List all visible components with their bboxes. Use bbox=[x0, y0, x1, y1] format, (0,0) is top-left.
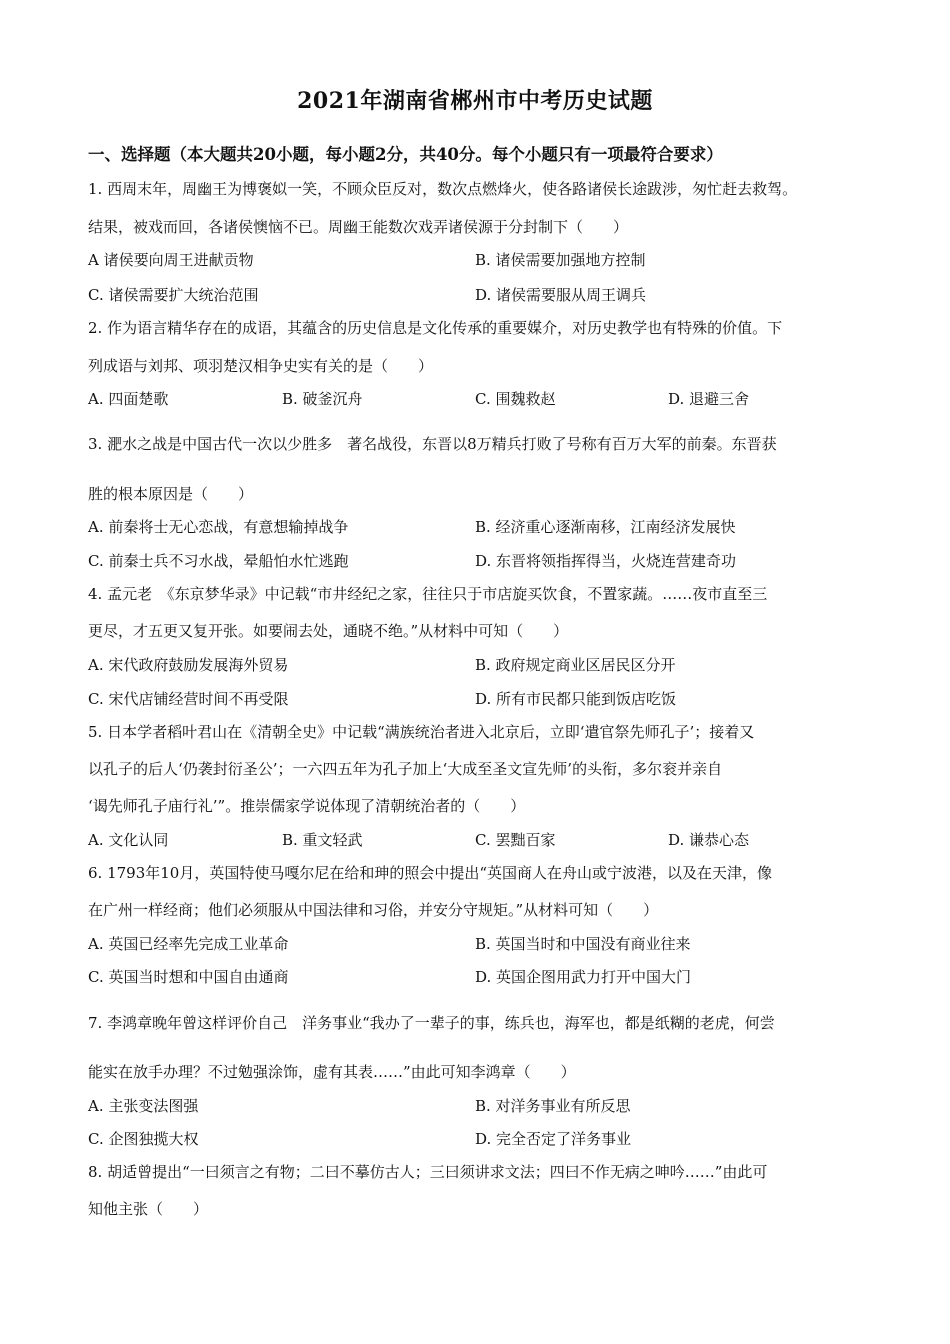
question-1-option-d: D. 诸侯需要服从周王调兵 bbox=[475, 286, 647, 304]
question-4-stem-line-2: 更尽，才五更又复开张。如要闹去处，通晓不绝。”从材料中可知（ ） bbox=[88, 622, 569, 640]
question-5-option-b: B. 重文轻武 bbox=[282, 831, 363, 849]
question-1-option-c: C. 诸侯需要扩大统治范围 bbox=[88, 286, 259, 304]
question-4-option-a: A. 宋代政府鼓励发展海外贸易 bbox=[88, 656, 289, 674]
question-1-stem-line-1: 1. 西周末年，周幽王为博褒姒一笑，不顾众臣反对，数次点燃烽火，使各路诸侯长途跋涉，匆忙赶去救驾。 bbox=[88, 180, 798, 198]
question-6-option-c: C. 英国当时想和中国自由通商 bbox=[88, 968, 289, 986]
question-7-option-a: A. 主张变法图强 bbox=[88, 1097, 199, 1115]
question-5-stem-line-2: 以孔子的后人‘仍袭封衍圣公’；一六四五年为孔子加上‘大成至圣文宣先师’的头衔，多尔衮并亲自 bbox=[88, 760, 723, 778]
question-2-stem-line-1: 2. 作为语言精华存在的成语，其蕴含的历史信息是文化传承的重要媒介，对历史教学也有特殊的价值。下 bbox=[88, 319, 783, 337]
question-3-option-c: C. 前秦士兵不习水战，晕船怕水忙逃跑 bbox=[88, 552, 349, 570]
question-3-option-d: D. 东晋将领指挥得当，火烧连营建奇功 bbox=[475, 552, 737, 570]
question-3-stem-line-1: 3. 淝水之战是中国古代一次以少胜多 著名战役，东晋以8万精兵打败了号称有百万大军的前秦。东晋获 bbox=[88, 435, 777, 453]
page-title: 2021年湖南省郴州市中考历史试题 bbox=[297, 88, 653, 114]
question-3-option-a: A. 前秦将士无心恋战，有意想输掉战争 bbox=[88, 518, 349, 536]
question-4-option-b: B. 政府规定商业区居民区分开 bbox=[475, 656, 676, 674]
question-5-option-d: D. 谦恭心态 bbox=[668, 831, 750, 849]
question-1-option-a: A 诸侯要向周王进献贡物 bbox=[88, 251, 254, 269]
question-6-stem-line-2: 在广州一样经商；他们必须服从中国法律和习俗，并安分守规矩。”从材料可知（ ） bbox=[88, 901, 659, 919]
question-2-option-b: B. 破釜沉舟 bbox=[282, 390, 363, 408]
question-4-option-c: C. 宋代店铺经营时间不再受限 bbox=[88, 690, 289, 708]
question-3-stem-line-2: 胜的根本原因是（ ） bbox=[88, 485, 254, 503]
question-7-option-c: C. 企图独揽大权 bbox=[88, 1130, 199, 1148]
question-5-option-a: A. 文化认同 bbox=[88, 831, 169, 849]
question-5-option-c: C. 罢黜百家 bbox=[475, 831, 556, 849]
question-3-option-b: B. 经济重心逐渐南移，江南经济发展快 bbox=[475, 518, 736, 536]
question-5-stem-line-1: 5. 日本学者稻叶君山在《清朝全史》中记载“满族统治者进入北京后，立即‘遣官祭先师孔子’；接着又 bbox=[88, 723, 755, 741]
question-6-option-d: D. 英国企图用武力打开中国大门 bbox=[475, 968, 692, 986]
question-7-stem-line-1: 7. 李鸿章晚年曾这样评价自己 洋务事业“我办了一辈子的事，练兵也，海军也，都是纸糊的老虎，何尝 bbox=[88, 1014, 775, 1032]
question-2-stem-line-2: 列成语与刘邦、项羽楚汉相争史实有关的是（ ） bbox=[88, 357, 434, 375]
question-7-stem-line-2: 能实在放手办理？不过勉强涂饰，虚有其表……”由此可知李鸿章（ ） bbox=[88, 1063, 576, 1081]
question-8-stem-line-1: 8. 胡适曾提出“一曰须言之有物；二曰不摹仿古人；三曰须讲求文法；四曰不作无病之呻吟……”由此可 bbox=[88, 1163, 768, 1181]
question-4-option-d: D. 所有市民都只能到饭店吃饭 bbox=[475, 690, 677, 708]
question-6-option-b: B. 英国当时和中国没有商业往来 bbox=[475, 935, 691, 953]
question-5-stem-line-3: ‘谒先师孔子庙行礼’”。推崇儒家学说体现了清朝统治者的（ ） bbox=[88, 797, 526, 815]
section-heading: 一、选择题（本大题共20小题，每小题2分，共40分。每个小题只有一项最符合要求） bbox=[88, 145, 723, 164]
question-1-option-b: B. 诸侯需要加强地方控制 bbox=[475, 251, 646, 269]
question-4-stem-line-1: 4. 孟元老 《东京梦华录》中记载“市井经纪之家，往往只于市店旋买饮食，不置家蔬。……夜市直至三 bbox=[88, 585, 768, 603]
question-7-option-b: B. 对洋务事业有所反思 bbox=[475, 1097, 631, 1115]
question-6-option-a: A. 英国已经率先完成工业革命 bbox=[88, 935, 289, 953]
question-2-option-c: C. 围魏救赵 bbox=[475, 390, 556, 408]
question-2-option-d: D. 退避三舍 bbox=[668, 390, 750, 408]
question-8-stem-line-2: 知他主张（ ） bbox=[88, 1200, 209, 1218]
question-7-option-d: D. 完全否定了洋务事业 bbox=[475, 1130, 632, 1148]
question-2-option-a: A. 四面楚歌 bbox=[88, 390, 169, 408]
question-1-stem-line-2: 结果，被戏而回，各诸侯懊恼不已。周幽王能数次戏弄诸侯源于分封制下（ ） bbox=[88, 218, 629, 236]
question-6-stem-line-1: 6. 1793年10月，英国特使马嘎尔尼在给和珅的照会中提出“英国商人在舟山或宁波港，以及在天津，像 bbox=[88, 864, 773, 882]
